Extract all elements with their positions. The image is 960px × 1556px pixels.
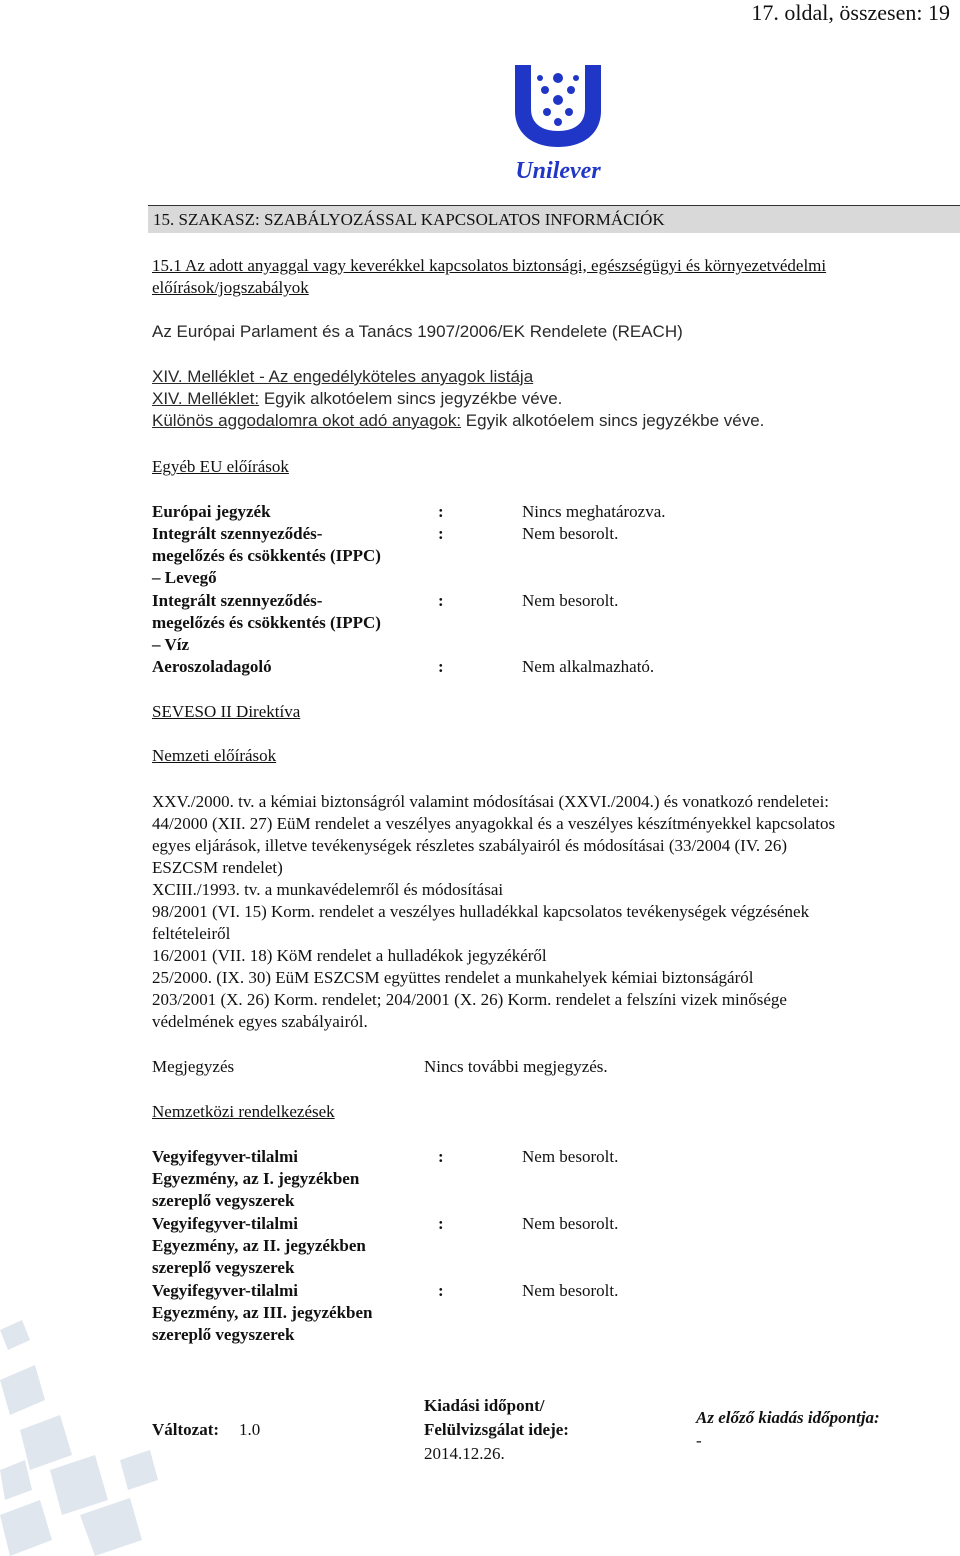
- cwc-1-label-3: szereplő vegyszerek: [152, 1191, 295, 1210]
- cwc-3-label-1: Vegyifegyver-tilalmi: [152, 1281, 299, 1300]
- svhc-status: [152, 411, 764, 431]
- cwc-3-label-3: szereplő vegyszerek: [152, 1325, 295, 1344]
- cwc-2-label-3: szereplő vegyszerek: [152, 1258, 295, 1277]
- national-line: 25/2000. (IX. 30) EüM ESZCSM együttes rendelet a munkahelyek kémiai biztonságáról: [152, 968, 754, 987]
- intl-heading: Nemzetközi rendelkezések: [152, 1102, 335, 1121]
- svhc-label: Különös aggodalomra okot adó anyagok:: [152, 411, 462, 430]
- ippc-water-label-2: megelőzés és csökkentés (IPPC): [152, 613, 381, 632]
- issue-date: 2014.12.26.: [424, 1444, 505, 1463]
- eu-inventory-value: Nincs meghatározva.: [522, 502, 666, 521]
- eu-inventory-label: Európai jegyzék: [152, 502, 271, 521]
- colon: :: [438, 502, 444, 521]
- national-line: XXV./2000. tv. a kémiai biztonságról valamint módosításai (XXVI./2004.) és vonatkozó rendeletei:: [152, 792, 830, 811]
- colon: :: [438, 524, 444, 543]
- cwc-2-value: Nem besorolt.: [522, 1214, 619, 1233]
- issue-label-1: Kiadási időpont/: [424, 1396, 545, 1415]
- annex-xiv-title: XIV. Melléklet - Az engedélyköteles anyagok listája: [152, 367, 534, 386]
- other-eu-heading: Egyéb EU előírások: [152, 457, 289, 476]
- subsection-title-line1: 15.1 Az adott anyaggal vagy keverékkel kapcsolatos biztonsági, egészségügyi és környezetvédelmi: [152, 256, 827, 275]
- prev-issue-label: Az előző kiadás időpontja:: [696, 1408, 880, 1427]
- cwc-2-label-2: Egyezmény, az II. jegyzékben: [152, 1236, 366, 1255]
- section-title: 15. SZAKASZ: SZABÁLYOZÁSSAL KAPCSOLATOS INFORMÁCIÓK: [148, 205, 960, 233]
- national-line: egyes eljárások, illetve tevékenységek részletes szabályairól és módosításai (33/2004 (IV. 26): [152, 836, 788, 855]
- colon: :: [438, 591, 444, 610]
- note-label: Megjegyzés: [152, 1057, 235, 1076]
- national-line: védelmének egyes szabályairól.: [152, 1012, 368, 1031]
- aerosol-value: Nem alkalmazható.: [522, 657, 655, 676]
- cwc-1-label-1: Vegyifegyver-tilalmi: [152, 1147, 299, 1166]
- prev-issue-value: -: [696, 1431, 702, 1450]
- colon: :: [438, 1214, 444, 1233]
- colon: :: [438, 1147, 444, 1166]
- national-heading: Nemzeti előírások: [152, 746, 277, 765]
- annex-xiv-status: [152, 389, 562, 409]
- ippc-air-label-2: megelőzés és csökkentés (IPPC): [152, 546, 381, 565]
- cwc-1-value: Nem besorolt.: [522, 1147, 619, 1166]
- aerosol-label: Aeroszoladagoló: [152, 657, 272, 676]
- svhc-value: Egyik alkotóelem sincs jegyzékbe véve.: [461, 411, 765, 430]
- annex-xiv-value: Egyik alkotóelem sincs jegyzékbe véve.: [259, 389, 563, 408]
- national-line: ESZCSM rendelet): [152, 858, 283, 877]
- cwc-3-label-2: Egyezmény, az III. jegyzékben: [152, 1303, 373, 1322]
- reach-regulation: Az Európai Parlament és a Tanács 1907/2006/EK Rendelete (REACH): [152, 322, 683, 341]
- national-line: 44/2000 (XII. 27) EüM rendelet a veszélyes anyagokkal és a veszélyes készítményekkel kapcsolatos: [152, 814, 836, 833]
- version-value: 1.0: [239, 1420, 261, 1439]
- seveso-heading: SEVESO II Direktíva: [152, 702, 301, 721]
- national-line: 98/2001 (VI. 15) Korm. rendelet a veszélyes hulladékkal kapcsolatos tevékenységek végzésének: [152, 902, 810, 921]
- decorative-cubes-graphic: [0, 1320, 170, 1556]
- ippc-water-label-3: – Víz: [152, 635, 189, 654]
- issue-label-2: Felülvizsgálat ideje:: [424, 1420, 569, 1439]
- colon: :: [438, 657, 444, 676]
- ippc-water-label-1: Integrált szennyeződés-: [152, 591, 323, 610]
- national-line: feltételeiről: [152, 924, 231, 943]
- ippc-air-value: Nem besorolt.: [522, 524, 619, 543]
- unilever-logo: [505, 60, 611, 186]
- subsection-title-line2: előírások/jogszabályok: [152, 278, 309, 297]
- ippc-water-value: Nem besorolt.: [522, 591, 619, 610]
- ippc-air-label-1: Integrált szennyeződés-: [152, 524, 323, 543]
- page-header: 17. oldal, összesen: 19: [751, 0, 950, 25]
- note-value: Nincs további megjegyzés.: [424, 1057, 608, 1076]
- cwc-1-label-2: Egyezmény, az I. jegyzékben: [152, 1169, 360, 1188]
- national-line: 16/2001 (VII. 18) KöM rendelet a hulladékok jegyzékéről: [152, 946, 547, 965]
- national-line: XCIII./1993. tv. a munkavédelemről és módosításai: [152, 880, 504, 899]
- ippc-air-label-3: – Levegő: [152, 568, 217, 587]
- logo-text: Unilever: [515, 158, 601, 184]
- cwc-3-value: Nem besorolt.: [522, 1281, 619, 1300]
- annex-xiv-label: XIV. Melléklet:: [152, 389, 260, 408]
- cwc-2-label-1: Vegyifegyver-tilalmi: [152, 1214, 299, 1233]
- colon: :: [438, 1281, 444, 1300]
- version-label: Változat:: [152, 1420, 220, 1439]
- national-line: 203/2001 (X. 26) Korm. rendelet; 204/2001 (X. 26) Korm. rendelet a felszíni vizek minősége: [152, 990, 787, 1009]
